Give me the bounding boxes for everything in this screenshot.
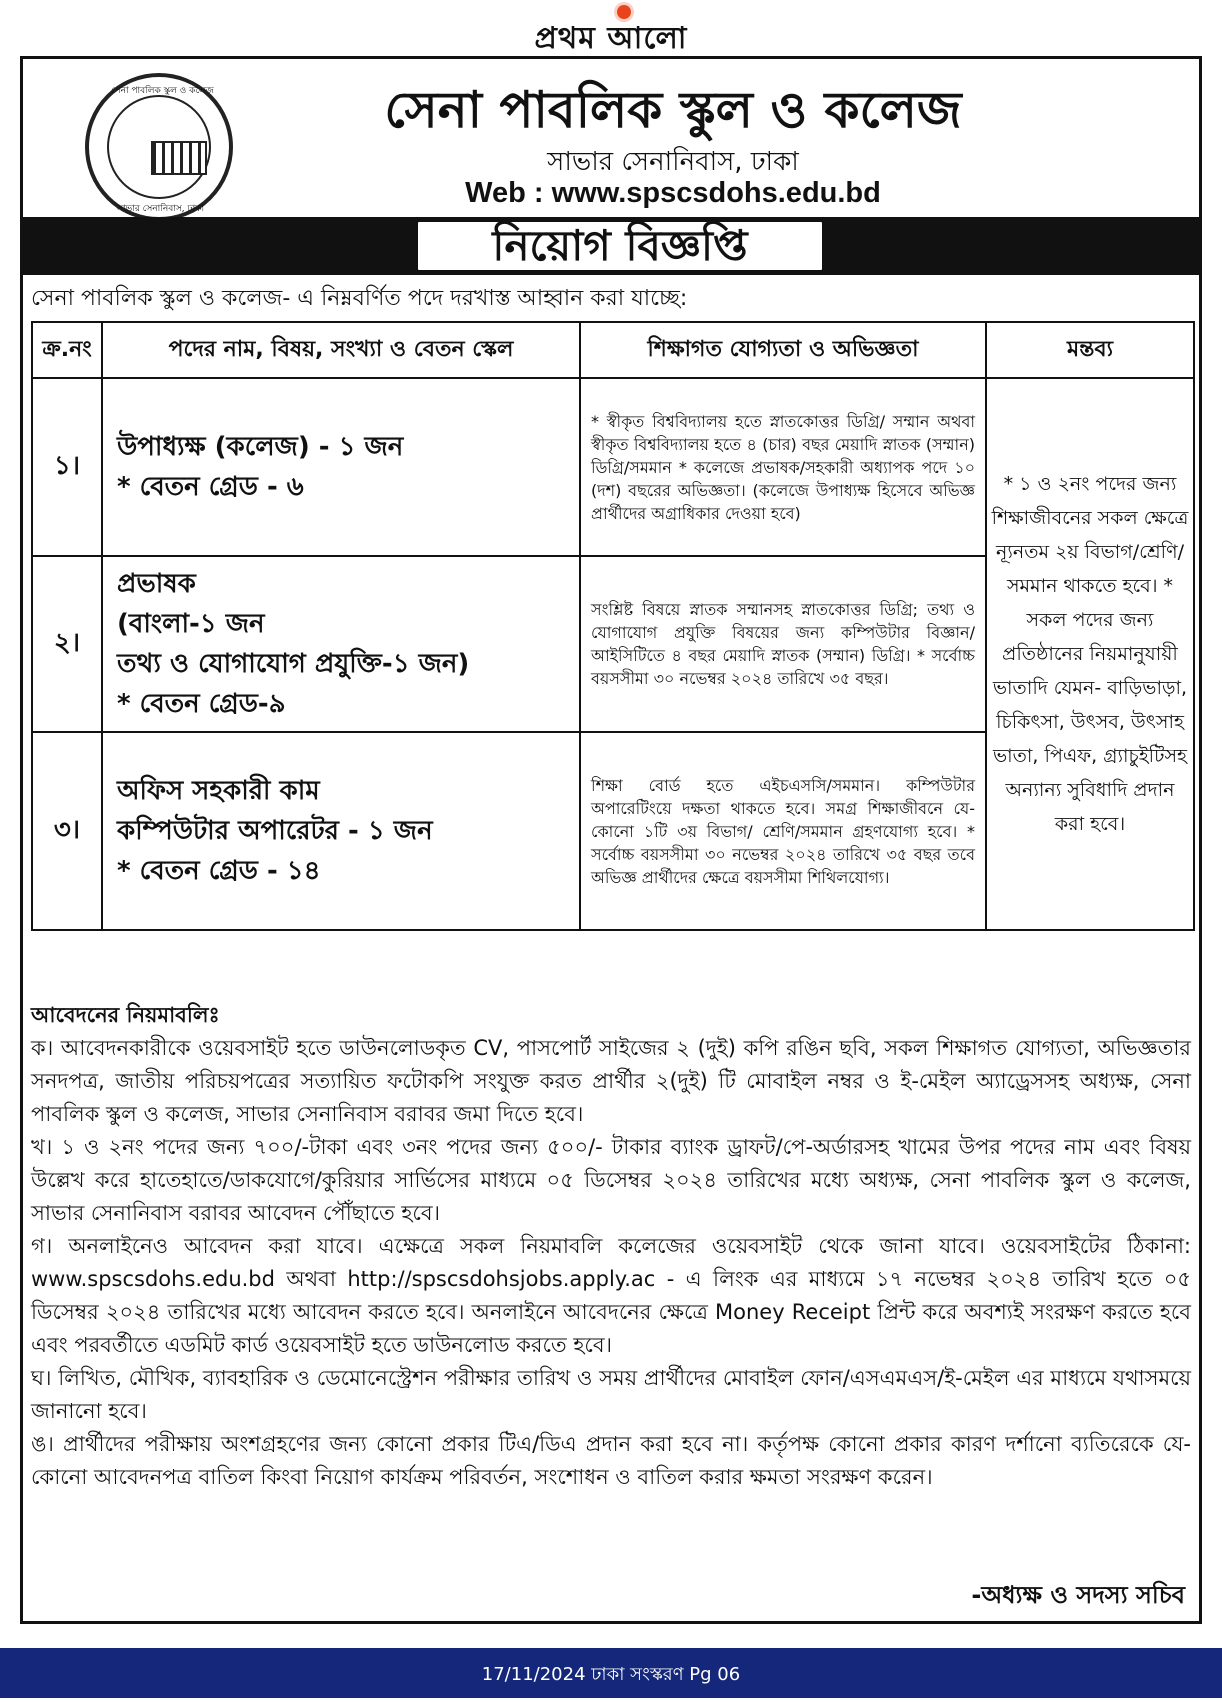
post-line: কম্পিউটার অপারেটর - ১ জন <box>117 816 433 846</box>
post-line: (বাংলা-১ জন <box>117 609 265 639</box>
seal-text-top: সেনা পাবলিক স্কুল ও কলেজ <box>111 86 214 96</box>
table-row <box>32 378 1194 556</box>
qualification-cell: সংশ্লিষ্ট বিষয়ে স্নাতক সম্মানসহ স্নাতকোত্তর ডিগ্রি; তথ্য ও যোগাযোগ প্রযুক্তি বিষয়ের জন্য কম্পিউটার বিজ্ঞান/আইসিটিতে ৪ বছর মেয়াদি স্নাতক (সম্মান) ডিগ্রি। * সর্বোচ্চ বয়সসীমা ৩০ নভেম্বর ২০২৪ তারিখে ৩৫ বছর। <box>580 556 986 732</box>
post-line: * বেতন গ্রেড - ১৪ <box>117 856 321 886</box>
logo-text: প্রথম আলো <box>534 21 688 56</box>
post-line: অফিস সহকারী কাম <box>117 776 320 806</box>
table-header-row <box>32 322 1194 378</box>
qualification-cell: * স্বীকৃত বিশ্ববিদ্যালয় হতে স্নাতকোত্তর ডিগ্রি/ সম্মান অথবা স্বীকৃত বিশ্ববিদ্যালয় হতে ৪ (চার) বছর মেয়াদি স্নাতক (সম্মান) ডিগ্রি/সমমান * কলেজে প্রভাষক/সহকারী অধ্যাপক পদে ১০ (দশ) বছরের অভিজ্ঞতা। (কলেজে উপাধ্যক্ষ হিসেবে অভিজ্ঞ প্রার্থীদের অগ্রাধিকার দেওয়া হবে) <box>580 378 986 556</box>
school-website: Web : www.spscsdohs.edu.bd <box>465 177 881 209</box>
rule-item: ঘ। লিখিত, মৌখিক, ব্যাবহারিক ও ডেমোনেস্ট্রেশন পরীক্ষার তারিখ ও সময় প্রার্থীদের মোবাইল ফোন/এসএমএস/ই-মেইল এর মাধ্যমে যথাসময়ে জানানো হবে। <box>31 1366 1191 1423</box>
post-line: * বেতন গ্রেড - ৬ <box>117 472 304 502</box>
application-rules <box>31 999 1191 1494</box>
school-seal <box>85 73 233 221</box>
newspaper-masthead <box>0 0 1222 56</box>
signature: -অধ্যক্ষ ও সদস্য সচিব <box>971 1581 1185 1609</box>
recruitment-advertisement <box>20 56 1202 1624</box>
rule-item: ঙ। প্রার্থীদের পরীক্ষায় অংশগ্রহণের জন্য কোনো প্রকার টিএ/ডিএ প্রদান করা হবে না। কর্তৃপক্ষ কোনো প্রকার কারণ দর্শানো ব্যতিরেকে যে-কোনো আবেদনপত্র বাতিল কিংবা নিয়োগ কার্যক্রম পরিবর্তন, সংশোধন ও বাতিল করার ক্ষমতা সংরক্ষণ করেন। <box>31 1432 1191 1489</box>
rules-heading: আবেদনের নিয়মাবলিঃ <box>31 1003 220 1027</box>
seal-text-bottom: সাভার সেনানিবাস, ঢাকা <box>117 204 205 214</box>
rule-item: ক। আবেদনকারীকে ওয়েবসাইট হতে ডাউনলোডকৃত CV, পাসপোর্ট সাইজের ২ (দুই) কপি রঙিন ছবি, সকল শিক্ষাগত যোগ্যতা, অভিজ্ঞতার সনদপত্র, জাতীয় পরিচয়পত্রের সত্যায়িত ফটোকপি সংযুক্ত করত প্রার্থীর ২(দুই) টি মোবাইল নম্বর ও ই-মেইল অ্যাড্রেসসহ অধ্যক্ষ, সেনা পাবলিক স্কুল ও কলেজ, সাভার সেনানিবাস বরাবর জমা দিতে হবে। <box>31 1036 1191 1126</box>
post-cell <box>102 732 580 930</box>
post-line: উপাধ্যক্ষ (কলেজ) - ১ জন <box>117 432 404 462</box>
header-remarks: মন্তব্য <box>986 322 1194 378</box>
post-line: তথ্য ও যোগাযোগ প্রযুক্তি-১ জন) <box>117 649 470 679</box>
rule-item: গ। অনলাইনেও আবেদন করা যাবে। এক্ষেত্রে সকল নিয়মাবলি কলেজের ওয়েবসাইট থেকে জানা যাবে। ওয়েবসাইটের ঠিকানা: www.spscsdohs.edu.bd অথবা http://spscsdohsjobs.apply.ac - এ লিংক এর মাধ্যমে ১৭ নভেম্বর ২০২৪ তারিখ হতে ০৫ ডিসেম্বর ২০২৪ তারিখের মধ্যে আবেদন করতে হবে। অনলাইনে আবেদনের ক্ষেত্রে Money Receipt প্রিন্ট করে অবশ্যই সংরক্ষণ করতে হবে এবং পরবর্তীতে এডমিট কার্ড ওয়েবসাইট হতে ডাউনলোড করতে হবে। <box>31 1234 1191 1357</box>
serial-cell: ১। <box>32 378 102 556</box>
notice-title: নিয়োগ বিজ্ঞপ্তি <box>415 219 825 273</box>
posts-table <box>31 321 1195 931</box>
header-qualification: শিক্ষাগত যোগ্যতা ও অভিজ্ঞতা <box>580 322 986 378</box>
remarks-cell: * ১ ও ২নং পদের জন্য শিক্ষাজীবনের সকল ক্ষেত্রে ন্যূনতম ২য় বিভাগ/শ্রেণি/ সমমান থাকতে হবে। * সকল পদের জন্য প্রতিষ্ঠানের নিয়মানুযায়ী ভাতাদি যেমন- বাড়িভাড়া, চিকিৎসা, উৎসব, উৎসাহ ভাতা, পিএফ, গ্র্যাচুইটিসহ অন্যান্য সুবিধাদি প্রদান করা হবে। <box>986 378 1194 930</box>
serial-cell: ৩। <box>32 732 102 930</box>
header-serial: ক্র.নং <box>32 322 102 378</box>
header-post: পদের নাম, বিষয়, সংখ্যা ও বেতন স্কেল <box>102 322 580 378</box>
qualification-cell: শিক্ষা বোর্ড হতে এইচএসসি/সমমান। কম্পিউটার অপারেটিংয়ে দক্ষতা থাকতে হবে। সমগ্র শিক্ষাজীবনে যে-কোনো ১টি ৩য় বিভাগ/ শ্রেণি/সমমান গ্রহণযোগ্য হবে। * সর্বোচ্চ বয়সসীমা ৩০ নভেম্বর ২০২৪ তারিখে ৩৫ বছর তবে অভিজ্ঞ প্রার্থীদের ক্ষেত্রে বয়সসীমা শিথিলযোগ্য। <box>580 732 986 930</box>
rule-item: খ। ১ ও ২নং পদের জন্য ৭০০/-টাকা এবং ৩নং পদের জন্য ৫০০/- টাকার ব্যাংক ড্রাফট/পে-অর্ডারসহ খামের উপর পদের নাম এবং বিষয় উল্লেখ করে হাতেহাতে/ডাকযোগে/কুরিয়ার সার্ভিসের মাধ্যমে ০৫ ডিসেম্বর ২০২৪ তারিখের মধ্যে অধ্যক্ষ, সেনা পাবলিক স্কুল ও কলেজ, সাভার সেনানিবাস বরাবর আবেদন পৌঁছাতে হবে। <box>31 1135 1191 1225</box>
school-address: সাভার সেনানিবাস, ঢাকা <box>547 147 799 177</box>
post-line: প্রভাষক <box>117 569 196 599</box>
serial-cell: ২। <box>32 556 102 732</box>
school-name: সেনা পাবলিক স্কুল ও কলেজ <box>384 80 962 139</box>
post-cell <box>102 556 580 732</box>
seal-inner-ring <box>107 95 211 199</box>
intro-text: সেনা পাবলিক স্কুল ও কলেজ- এ নিম্নবর্ণিত পদে দরখাস্ত আহ্বান করা যাচ্ছে: <box>31 286 688 311</box>
post-cell <box>102 378 580 556</box>
post-line: * বেতন গ্রেড-৯ <box>117 689 286 719</box>
page-footer: 17/11/2024 ঢাকা সংস্করণ Pg 06 <box>0 1648 1222 1698</box>
sun-icon <box>617 5 631 19</box>
building-icon <box>151 141 207 175</box>
